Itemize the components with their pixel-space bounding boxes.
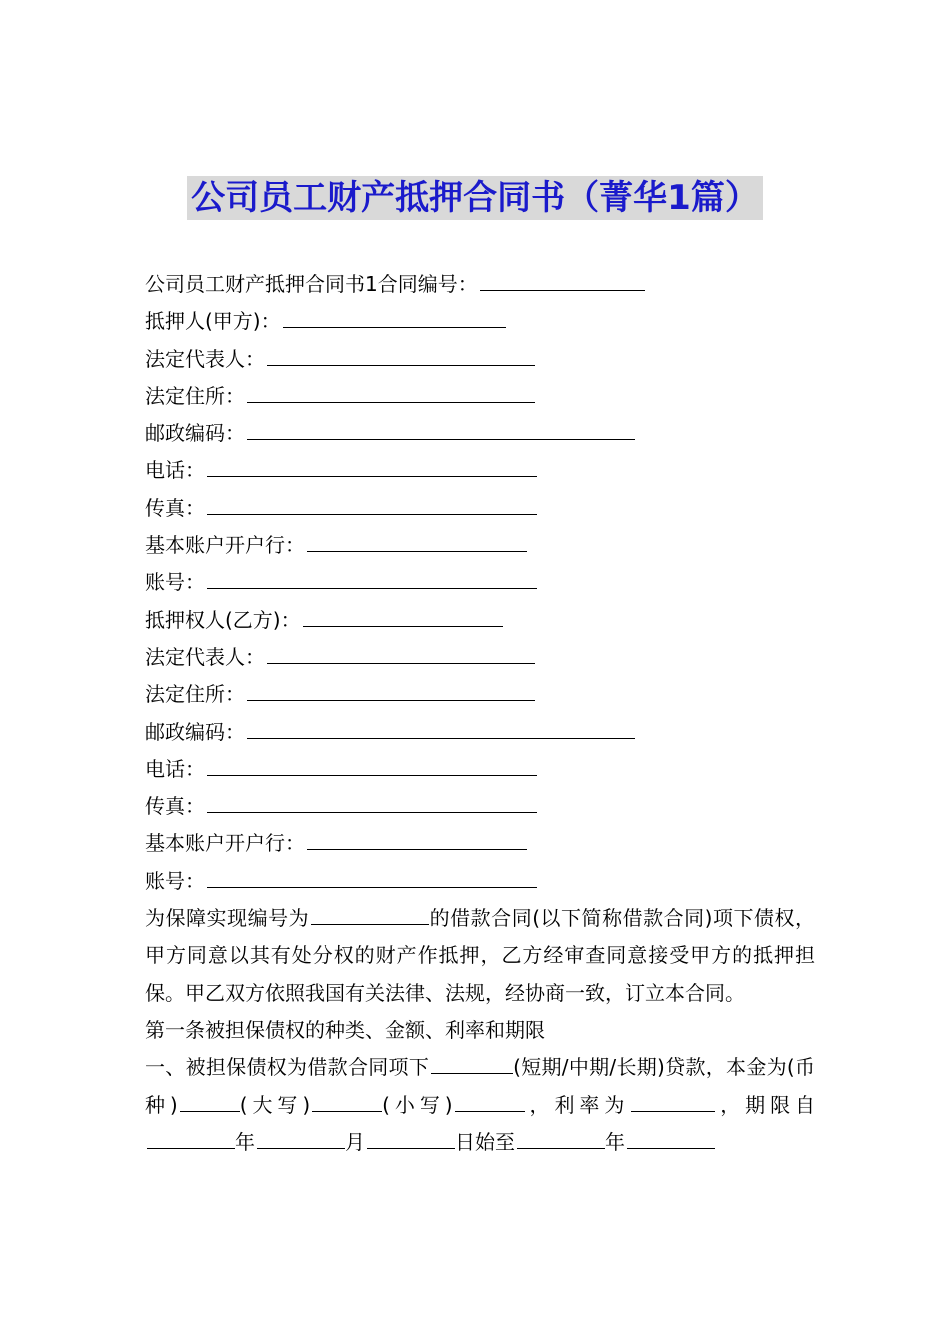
form-line: [145, 825, 815, 862]
form-line-label: 法定住所：: [145, 383, 245, 408]
document-body: [145, 266, 815, 1161]
form-line: [145, 564, 815, 601]
loan-term-blank[interactable]: [431, 1049, 513, 1074]
form-line: [145, 751, 815, 788]
form-line-label: 邮政编码：: [145, 719, 245, 744]
form-line: [145, 415, 815, 452]
form-lines: [145, 266, 815, 900]
form-line-blank[interactable]: [307, 527, 527, 552]
form-line-label: 法定住所：: [145, 682, 245, 707]
form-line-label: 账号：: [145, 868, 205, 893]
form-line-label: 抵押人(甲方)：: [145, 309, 281, 334]
form-line-blank[interactable]: [267, 639, 535, 664]
form-line-label: 抵押权人(乙方)：: [145, 607, 301, 632]
form-line: [145, 602, 815, 639]
document-title: 公司员工财产抵押合同书（菁华1篇）: [187, 176, 763, 220]
clause-text-e: ，利率为: [524, 1092, 630, 1117]
clause-text-c: (大写): [239, 1092, 311, 1117]
amount-words-blank[interactable]: [312, 1087, 382, 1112]
contract-number-blank[interactable]: [311, 900, 429, 925]
form-line-label: 基本账户开户行：: [145, 533, 305, 558]
end-month-blank[interactable]: [627, 1124, 715, 1149]
form-line-label: 法定代表人：: [145, 644, 265, 669]
start-day-blank[interactable]: [367, 1124, 455, 1149]
clause-text-f: ，期限自: [715, 1092, 816, 1117]
currency-blank[interactable]: [180, 1087, 240, 1112]
form-line-label: 传真：: [145, 794, 205, 819]
form-line: [145, 714, 815, 751]
form-line: [145, 303, 815, 340]
form-line-label: 公司员工财产抵押合同书1合同编号：: [145, 272, 478, 296]
clause-text-g: 年: [235, 1129, 255, 1154]
form-line: [145, 676, 815, 713]
preamble-text-b: 的借款合同(以下简称借款合同)项下债权，甲方同意以其有处分权的财产作抵押，乙方经审查同意接受甲方的抵押担保。甲乙双方依照我国有关法律、法规，经协商一致，订立本合同。: [145, 906, 816, 1005]
form-line-blank[interactable]: [267, 341, 535, 366]
clause-text-j: 年: [605, 1129, 625, 1154]
form-line-label: 电话：: [145, 756, 205, 781]
form-line: [145, 341, 815, 378]
form-line-label: 邮政编码：: [145, 421, 245, 446]
form-line-label: 电话：: [145, 458, 205, 483]
form-line-label: 传真：: [145, 495, 205, 520]
form-line: [145, 863, 815, 900]
form-line: [145, 378, 815, 415]
form-line-blank[interactable]: [247, 714, 635, 739]
preamble-paragraph: [145, 900, 815, 1012]
form-line-label: 基本账户开户行：: [145, 831, 305, 856]
form-line-blank[interactable]: [303, 602, 503, 627]
form-line-blank[interactable]: [247, 415, 635, 440]
form-line: [145, 788, 815, 825]
clause-text-a: 一、被担保债权为借款合同项下: [145, 1055, 430, 1080]
form-line-blank[interactable]: [283, 303, 506, 328]
form-line: [145, 266, 815, 303]
form-line-blank[interactable]: [207, 452, 537, 477]
clause-text-h: 月: [345, 1129, 365, 1154]
preamble-text-a: 为保障实现编号为: [145, 906, 310, 931]
clause-text-d: (小写): [382, 1092, 453, 1117]
end-year-blank[interactable]: [517, 1124, 605, 1149]
form-line: [145, 490, 815, 527]
form-line-label: 法定代表人：: [145, 346, 265, 371]
interest-rate-blank[interactable]: [631, 1087, 715, 1112]
form-line: [145, 527, 815, 564]
form-line: [145, 452, 815, 489]
form-line-blank[interactable]: [307, 825, 527, 850]
form-line-blank[interactable]: [207, 564, 537, 589]
article1-clause1: [145, 1049, 815, 1161]
title-wrap: [0, 176, 950, 220]
form-line-blank[interactable]: [247, 378, 535, 403]
article-heading: 第一条被担保债权的种类、金额、利率和期限: [145, 1017, 545, 1042]
form-line-blank[interactable]: [207, 863, 537, 888]
start-month-blank[interactable]: [257, 1124, 345, 1149]
clause-text-i: 日始至: [455, 1129, 515, 1154]
form-line-blank[interactable]: [207, 788, 537, 813]
form-line-label: 账号：: [145, 570, 205, 595]
form-line: [145, 639, 815, 676]
amount-figures-blank[interactable]: [455, 1087, 525, 1112]
form-line-blank[interactable]: [247, 676, 535, 701]
start-year-blank[interactable]: [147, 1124, 235, 1149]
form-line-blank[interactable]: [480, 266, 645, 291]
form-line-blank[interactable]: [207, 751, 537, 776]
form-line-blank[interactable]: [207, 490, 537, 515]
clause-text-b: (短期/中期/长期)贷款，本金为(币种): [145, 1055, 816, 1117]
